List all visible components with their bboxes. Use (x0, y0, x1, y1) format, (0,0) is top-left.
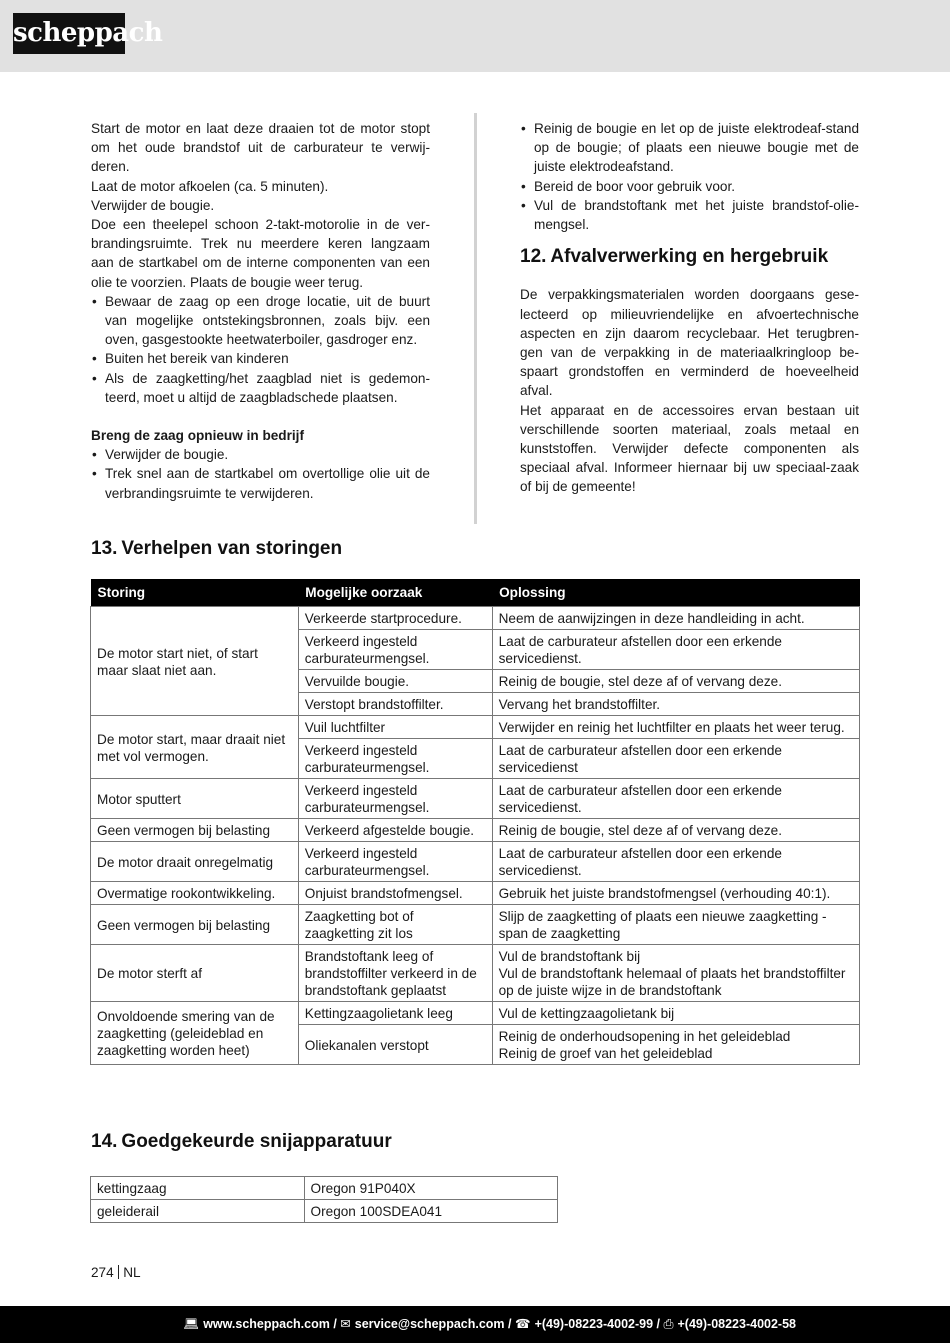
solution-cell: Laat de carburateur afstellen door een erkende servicedienst. (492, 779, 859, 819)
website-link[interactable]: www.scheppach.com / (203, 1317, 337, 1331)
table-row (91, 1177, 558, 1200)
table-cell: Oregon 91P040X (304, 1177, 557, 1200)
list-item: • Verwijder de bougie. (91, 445, 430, 464)
paragraph: De verpakkingsmaterialen worden doorgaans gese-lecteerd op milieuvriendelijke en afvoertechnische aspecten en zijn daarom recyclebaar. Het terugbren-gen van de verpakking in de materiaalkringloop be-spaart grondstoffen en verminderd de hoeveelheid afval. (520, 287, 859, 399)
paragraph: Doe een theelepel schoon 2-takt-motorolie in de ver-brandingsruimte. Trek nu meerdere keren langzaam aan de startkabel om de interne componenten van een olie te voorzien. Plaats de bougie weer terug. (91, 217, 430, 290)
table-row (91, 945, 860, 1002)
paragraph: Start de motor en laat deze draaien tot de motor stopt om het oude brandstof uit de carburateur te verwij-deren. (91, 121, 430, 175)
storing-cell: Onvoldoende smering van de zaagketting (geleideblad en zaagketting worden heet) (91, 1002, 299, 1065)
list-item: • Trek snel aan de startkabel om overtollige olie uit de verbrandingsruimte te verwijderen. (91, 464, 430, 502)
cause-cell: Zaagketting bot of zaagketting zit los (298, 905, 492, 945)
troubleshooting-table (90, 579, 860, 1065)
left-column (91, 119, 430, 503)
solution-cell: Reinig de bougie, stel deze af of vervang deze. (492, 819, 859, 842)
cause-cell: Brandstoftank leeg of brandstoffilter verkeerd in de brandstoftank geplaatst (298, 945, 492, 1002)
scheppach-logo: scheppach (13, 13, 125, 54)
table-row (91, 882, 860, 905)
approved-cutting-equipment-table (90, 1176, 558, 1223)
table-cell: Oregon 100SDEA041 (304, 1200, 557, 1223)
table-row (91, 1002, 860, 1025)
table-row (91, 607, 860, 630)
section-number: 13. (91, 538, 118, 559)
column-header: Storing (91, 579, 299, 607)
section-title-text: Goedgekeurde snijapparatuur (121, 1131, 392, 1152)
section-title-text: Afvalverwerking en hergebruik (550, 246, 829, 268)
cause-cell: Verkeerd ingesteld carburateurmengsel. (298, 630, 492, 670)
cause-cell: Onjuist brandstofmengsel. (298, 882, 492, 905)
table-row (91, 819, 860, 842)
solution-cell: Gebruik het juiste brandstofmengsel (verhouding 40:1). (492, 882, 859, 905)
table-row (91, 905, 860, 945)
solution-cell: Vervang het brandstoffilter. (492, 693, 859, 716)
phone-icon: ☎︎ (514, 1317, 531, 1331)
page-number (91, 1265, 141, 1280)
column-header: Mogelijke oorzaak (298, 579, 492, 607)
solution-cell: Laat de carburateur afstellen door een erkende servicedienst. (492, 842, 859, 882)
column-divider (474, 113, 477, 524)
subheading: Breng de zaag opnieuw in bedrijf (91, 428, 304, 444)
table-cell: kettingzaag (91, 1177, 305, 1200)
solution-cell: Verwijder en reinig het luchtfilter en plaats het weer terug. (492, 716, 859, 739)
solution-cell: Reinig de onderhoudsopening in het geleideblad Reinig de groef van het geleideblad (492, 1025, 859, 1065)
table-cell: geleiderail (91, 1200, 305, 1223)
fax-icon: ⎙ (663, 1317, 674, 1331)
cause-cell: Vuil luchtfilter (298, 716, 492, 739)
paragraph: Laat de motor afkoelen (ca. 5 minuten). (91, 178, 329, 194)
solution-cell: Vul de kettingzaagolietank bij (492, 1002, 859, 1025)
solution-cell: Laat de carburateur afstellen door een erkende servicedienst. (492, 630, 859, 670)
paragraph: Verwijder de bougie. (91, 197, 215, 213)
storing-cell: Overmatige rookontwikkeling. (91, 882, 299, 905)
table-row (91, 1200, 558, 1223)
list-item: • Bewaar de zaag op een droge locatie, uit de buurt van mogelijke ontstekingsbronnen, zoals bijv. een oven, gasgestookte heetwaterboiler, gasdroger enz. (91, 292, 430, 350)
storing-cell: De motor start, maar draait niet met vol vermogen. (91, 716, 299, 779)
solution-cell: Neem de aanwijzingen in deze handleiding in acht. (492, 607, 859, 630)
language-code: NL (123, 1265, 141, 1280)
list-item: • Als de zaagketting/het zaagblad niet is gedemon-teerd, moet u altijd de zaagbladschede plaatsen. (91, 369, 430, 407)
cause-cell: Kettingzaagolietank leeg (298, 1002, 492, 1025)
storing-cell: De motor start niet, of start maar slaat niet aan. (91, 607, 299, 716)
table-row (91, 716, 860, 739)
cause-cell: Oliekanalen verstopt (298, 1025, 492, 1065)
computer-icon: 💻︎ (183, 1317, 200, 1331)
solution-cell: Slijp de zaagketting of plaats een nieuwe zaagketting - span de zaagketting (492, 905, 859, 945)
cause-cell: Verkeerd ingesteld carburateurmengsel. (298, 779, 492, 819)
section-12-title (520, 247, 859, 266)
storing-cell: Motor sputtert (91, 779, 299, 819)
storing-cell: De motor sterft af (91, 945, 299, 1002)
page-number-value: 274 (91, 1265, 114, 1280)
section-title-text: Verhelpen van storingen (121, 538, 343, 559)
fax-number: +(49)-08223-4002-58 (677, 1317, 796, 1331)
paragraph: Het apparaat en de accessoires ervan bestaan uit verschillende soorten materiaal, zoals metaal en kunststoffen. Verwijder defecte componenten als speciaal afval. Informeer hiernaar bij uw speciaal-zaak of bij de gemeente! (520, 402, 859, 495)
cause-cell: Vervuilde bougie. (298, 670, 492, 693)
phone-number: +(49)-08223-4002-99 / (534, 1317, 660, 1331)
cause-cell: Verkeerde startprocedure. (298, 607, 492, 630)
list-item: • Vul de brandstoftank met het juiste brandstof-olie-mengsel. (520, 196, 859, 234)
column-header: Oplossing (492, 579, 859, 607)
storage-bullet-list (91, 292, 430, 407)
page-header (0, 0, 950, 72)
email-link[interactable]: service@scheppach.com / (354, 1317, 512, 1331)
solution-cell: Laat de carburateur afstellen door een erkende servicedienst (492, 739, 859, 779)
contact-line (183, 1316, 796, 1332)
list-item: • Bereid de boor voor gebruik voor. (520, 177, 859, 196)
table-row (91, 842, 860, 882)
cause-cell: Verkeerd afgestelde bougie. (298, 819, 492, 842)
section-number: 14. (91, 1131, 118, 1152)
cause-cell: Verkeerd ingesteld carburateurmengsel. (298, 842, 492, 882)
separator (118, 1265, 120, 1279)
cause-cell: Verkeerd ingesteld carburateurmengsel. (298, 739, 492, 779)
restart-bullet-list (91, 445, 430, 503)
storing-cell: De motor draait onregelmatig (91, 842, 299, 882)
storing-cell: Geen vermogen bij belasting (91, 819, 299, 842)
table-row (91, 779, 860, 819)
list-item: • Reinig de bougie en let op de juiste elektrodeaf-stand op de bougie; of plaats een nieuwe bougie met de juiste elektrodeafstand. (520, 119, 859, 177)
troubleshooting-body (91, 607, 860, 1065)
solution-cell: Reinig de bougie, stel deze af of vervang deze. (492, 670, 859, 693)
mail-icon: ✉︎ (340, 1317, 351, 1331)
right-column (520, 119, 859, 497)
section-13-title (91, 538, 342, 560)
storing-cell: Geen vermogen bij belasting (91, 905, 299, 945)
list-item: • Buiten het bereik van kinderen (91, 349, 430, 368)
table-header-row (91, 579, 860, 607)
solution-cell: Vul de brandstoftank bij Vul de brandstoftank helemaal of plaats het brandstoffilter op de juiste wijze in de brandstoftank (492, 945, 859, 1002)
section-14-title (91, 1131, 392, 1153)
section-number: 12. (520, 246, 547, 268)
cause-cell: Verstopt brandstoffilter. (298, 693, 492, 716)
page-footer (0, 1306, 950, 1343)
prep-bullet-list (520, 119, 859, 234)
